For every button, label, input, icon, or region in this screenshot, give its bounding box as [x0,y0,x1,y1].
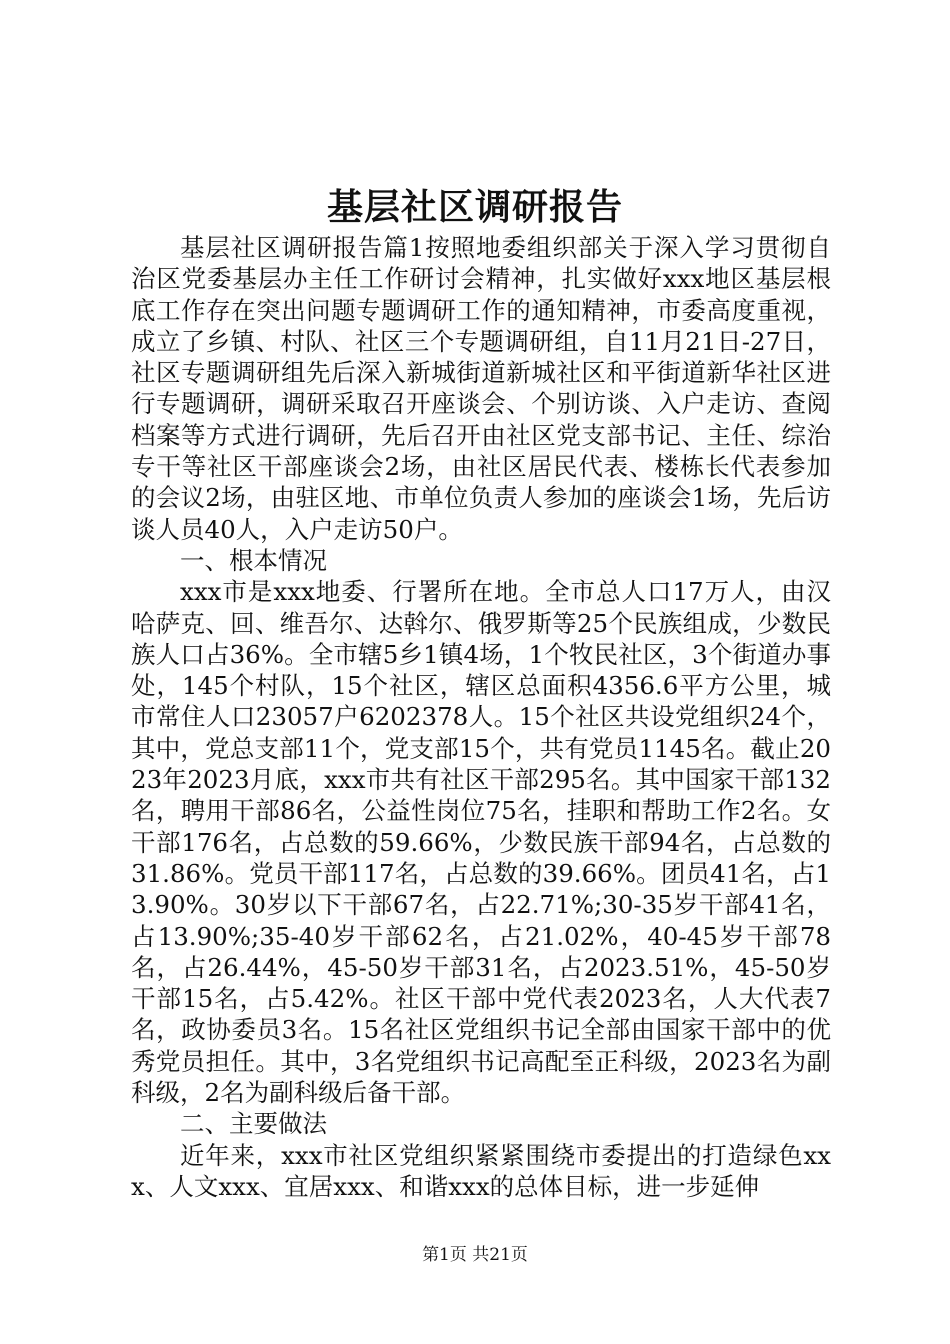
paragraph-main-practices: 近年来，xxx市社区党组织紧紧围绕市委提出的打造绿色xxx、人文xxx、宜居xxx、和谐xxx的总体目标，进一步延伸 [131,1140,831,1201]
document-title: 基层社区调研报告 [326,187,623,228]
page-number-footer: 第1页 共21页 [422,1245,528,1265]
section-heading-basic-situation: 一、根本情况 [180,545,327,575]
document-body [131,232,831,1202]
paragraph-intro: 基层社区调研报告篇1按照地委组织部关于深入学习贯彻自治区党委基层办主任工作研讨会精神，扎实做好xxx地区基层根底工作存在突出问题专题调研工作的通知精神，市委高度重视，成立了乡镇、村队、社区三个专题调研组，自11月21日-27日，社区专题调研组先后深入新城街道新城社区和平街道新华社区进行专题调研，调研采取召开座谈会、个别访谈、入户走访、查阅档案等方式进行调研，先后召开由社区党支部书记、主任、综治专干等社区干部座谈会2场，由社区居民代表、楼栋长代表参加的会议2场，由驻区地、市单位负责人参加的座谈会1场，先后访谈人员40人，入户走访50户。 [131,233,831,544]
section-heading-main-practices: 二、主要做法 [180,1109,327,1139]
paragraph-basic-situation: xxx市是xxx地委、行署所在地。全市总人口17万人，由汉哈萨克、回、维吾尔、达斡尔、俄罗斯等25个民族组成，少数民族人口占36%。全市辖5乡1镇4场，1个牧民社区，3个街道办事处，145个村队，15个社区，辖区总面积4356.6平方公里，城市常住人口23057户6202378人。15个社区共设党组织24个，其中，党总支部11个，党支部15个，共有党员1145名。截止2023年2023月底，xxx市共有社区干部295名。其中国家干部132名，聘用干部86名，公益性岗位75名，挂职和帮助工作2名。女干部176名，占总数的59.66%，少数民族干部94名，占总数的31.86%。党员干部117名，占总数的39.66%。团员41名，占13.90%。30岁以下干部67名，占22.71%;30-35岁干部41名，占13.90%;35-40岁干部62名，占21.02%，40-45岁干部78名，占26.44%，45-50岁干部31名，占2023.51%，45-50岁干部15名，占5.42%。社区干部中党代表2023名，人大代表7名，政协委员3名。15名社区党组织书记全部由国家干部中的优秀党员担任。其中，3名党组织书记高配至正科级，2023名为副科级，2名为副科级后备干部。 [131,577,831,1108]
